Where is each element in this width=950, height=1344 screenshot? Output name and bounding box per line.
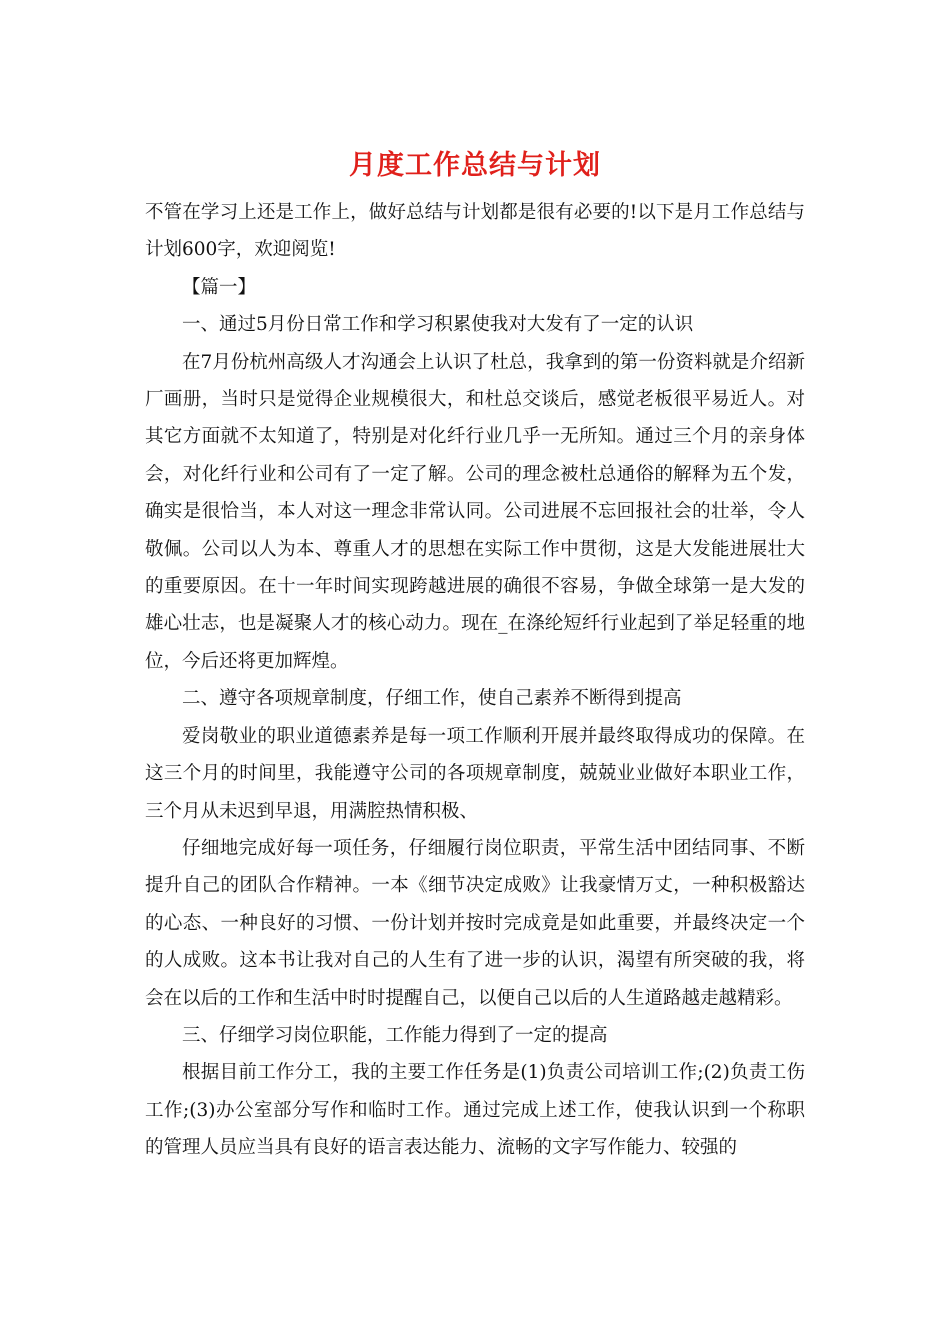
document-title: 月度工作总结与计划 <box>349 150 601 181</box>
section-heading-3: 三、仔细学习岗位职能，工作能力得到了一定的提高 <box>182 1024 608 1046</box>
section-heading-2: 二、遵守各项规章制度，仔细工作，使自己素养不断得到提高 <box>182 688 682 710</box>
section-label: 【篇一】 <box>182 276 257 298</box>
body-paragraph: 仔细地完成好每一项任务，仔细履行岗位职责，平常生活中团结同事、不断提升自己的团队合作精神。一本《细节决定成败》让我豪情万丈，一种积极豁达的心态、一种良好的习惯、一份计划并按时完成竟是如此重要，并最终决定一个的人成败。这本书让我对自己的人生有了进一步的认识，渴望有所突破的我，将会在以后的工作和生活中时时提醒自己，以便自己以后的人生道路越走越精彩。 <box>145 837 805 1009</box>
intro-paragraph: 不管在学习上还是工作上，做好总结与计划都是很有必要的!以下是月工作总结与计划600字，欢迎阅览! <box>145 202 805 261</box>
section-heading-1: 一、通过5月份日常工作和学习积累使我对大发有了一定的认识 <box>182 314 694 336</box>
body-paragraph: 爱岗敬业的职业道德素养是每一项工作顺利开展并最终取得成功的保障。在这三个月的时间里，我能遵守公司的各项规章制度，兢兢业业做好本职业工作，三个月从未迟到早退，用满腔热情积极、 <box>145 725 805 822</box>
body-paragraph: 根据目前工作分工，我的主要工作任务是(1)负责公司培训工作;(2)负责工伤工作;(3)办公室部分写作和临时工作。通过完成上述工作，使我认识到一个称职的管理人员应当具有良好的语言表达能力、流畅的文字写作能力、较强的 <box>145 1062 805 1159</box>
body-paragraph: 在7月份杭州高级人才沟通会上认识了杜总，我拿到的第一份资料就是介绍新厂画册，当时只是觉得企业规模很大，和杜总交谈后，感觉老板很平易近人。对其它方面就不太知道了，特别是对化纤行业几乎一无所知。通过三个月的亲身体会，对化纤行业和公司有了一定了解。公司的理念被杜总通俗的解释为五个发，确实是很恰当，本人对这一理念非常认同。公司进展不忘回报社会的壮举，令人敬佩。公司以人为本、尊重人才的思想在实际工作中贯彻，这是大发能进展壮大的重要原因。在十一年时间实现跨越进展的确很不容易，争做全球第一是大发的雄心壮志，也是凝聚人才的核心动力。现在_在涤纶短纤行业起到了举足轻重的地位，今后还将更加辉煌。 <box>145 351 805 672</box>
document-body <box>145 194 805 1167</box>
